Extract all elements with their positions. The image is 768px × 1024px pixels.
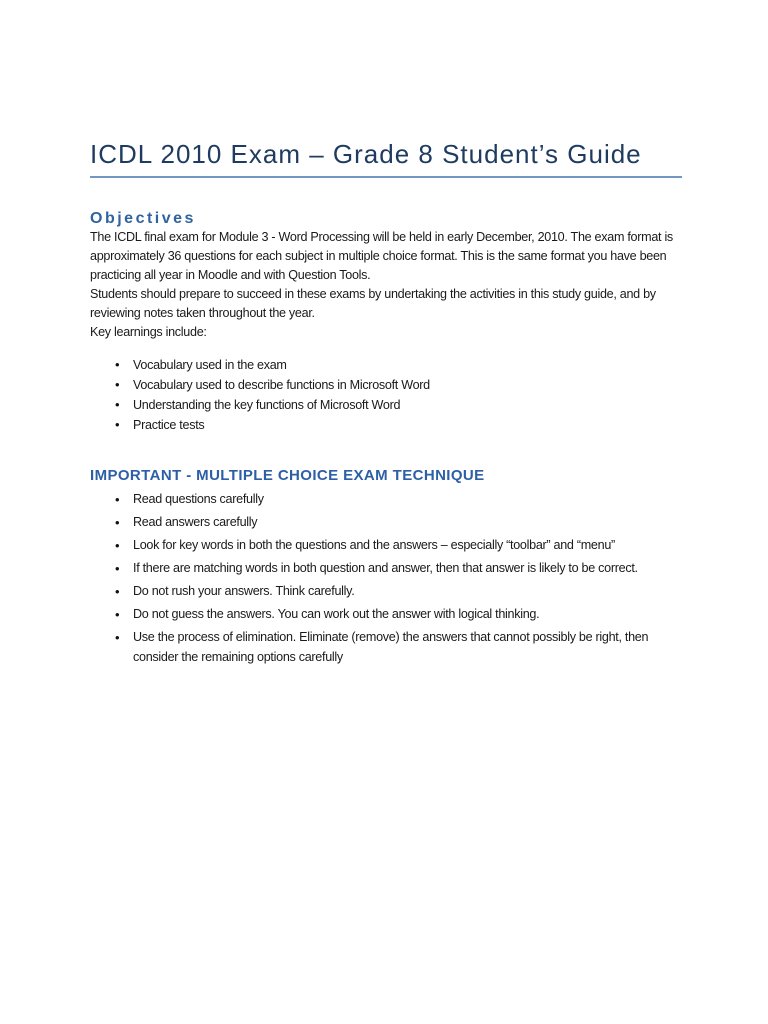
list-item: [90, 395, 682, 415]
objectives-paragraph-2: Students should prepare to succeed in these exams by undertaking the activities in this study guide, and by reviewing notes taken throughout the year.: [90, 287, 656, 320]
key-learnings-list: [90, 355, 682, 435]
list-item-text: Read questions carefully: [133, 492, 264, 506]
objectives-paragraph-1: The ICDL final exam for Module 3 - Word Processing will be held in early December, 2010. The exam format is approximately 36 questions for each subject in multiple choice format. This is the same format you have been practicing all year in Moodle and with Question Tools.: [90, 230, 673, 282]
list-item: [90, 559, 682, 579]
list-item-text: Do not guess the answers. You can work out the answer with logical thinking.: [133, 607, 540, 621]
list-item-text: Look for key words in both the questions and the answers – especially “toolbar” and “menu”: [133, 538, 615, 552]
list-item-text: Practice tests: [133, 418, 205, 432]
list-item: [90, 490, 682, 510]
list-item: [90, 582, 682, 602]
document-title: ICDL 2010 Exam – Grade 8 Student’s Guide: [90, 139, 682, 178]
list-item: [90, 415, 682, 435]
list-item-text: Use the process of elimination. Eliminate (remove) the answers that cannot possibly be right, then consider the remaining options carefully: [133, 630, 649, 664]
list-item-text: Read answers carefully: [133, 515, 258, 529]
section-heading-objectives: Objectives: [90, 210, 196, 227]
list-item: [90, 355, 682, 375]
list-item: [90, 605, 682, 625]
list-item-text: If there are matching words in both question and answer, then that answer is likely to be correct.: [133, 561, 638, 575]
list-item: [90, 513, 682, 533]
exam-technique-list: [90, 490, 682, 667]
list-item: [90, 375, 682, 395]
list-item: [90, 628, 682, 667]
list-item-text: Understanding the key functions of Microsoft Word: [133, 398, 401, 412]
key-learnings-lead-in: Key learnings include:: [90, 325, 207, 339]
list-item-text: Do not rush your answers. Think carefully.: [133, 584, 355, 598]
list-item-text: Vocabulary used to describe functions in Microsoft Word: [133, 378, 430, 392]
section-heading-exam-technique: IMPORTANT - MULTIPLE CHOICE EXAM TECHNIQUE: [90, 467, 485, 484]
list-item: [90, 536, 682, 556]
list-item-text: Vocabulary used in the exam: [133, 358, 287, 372]
